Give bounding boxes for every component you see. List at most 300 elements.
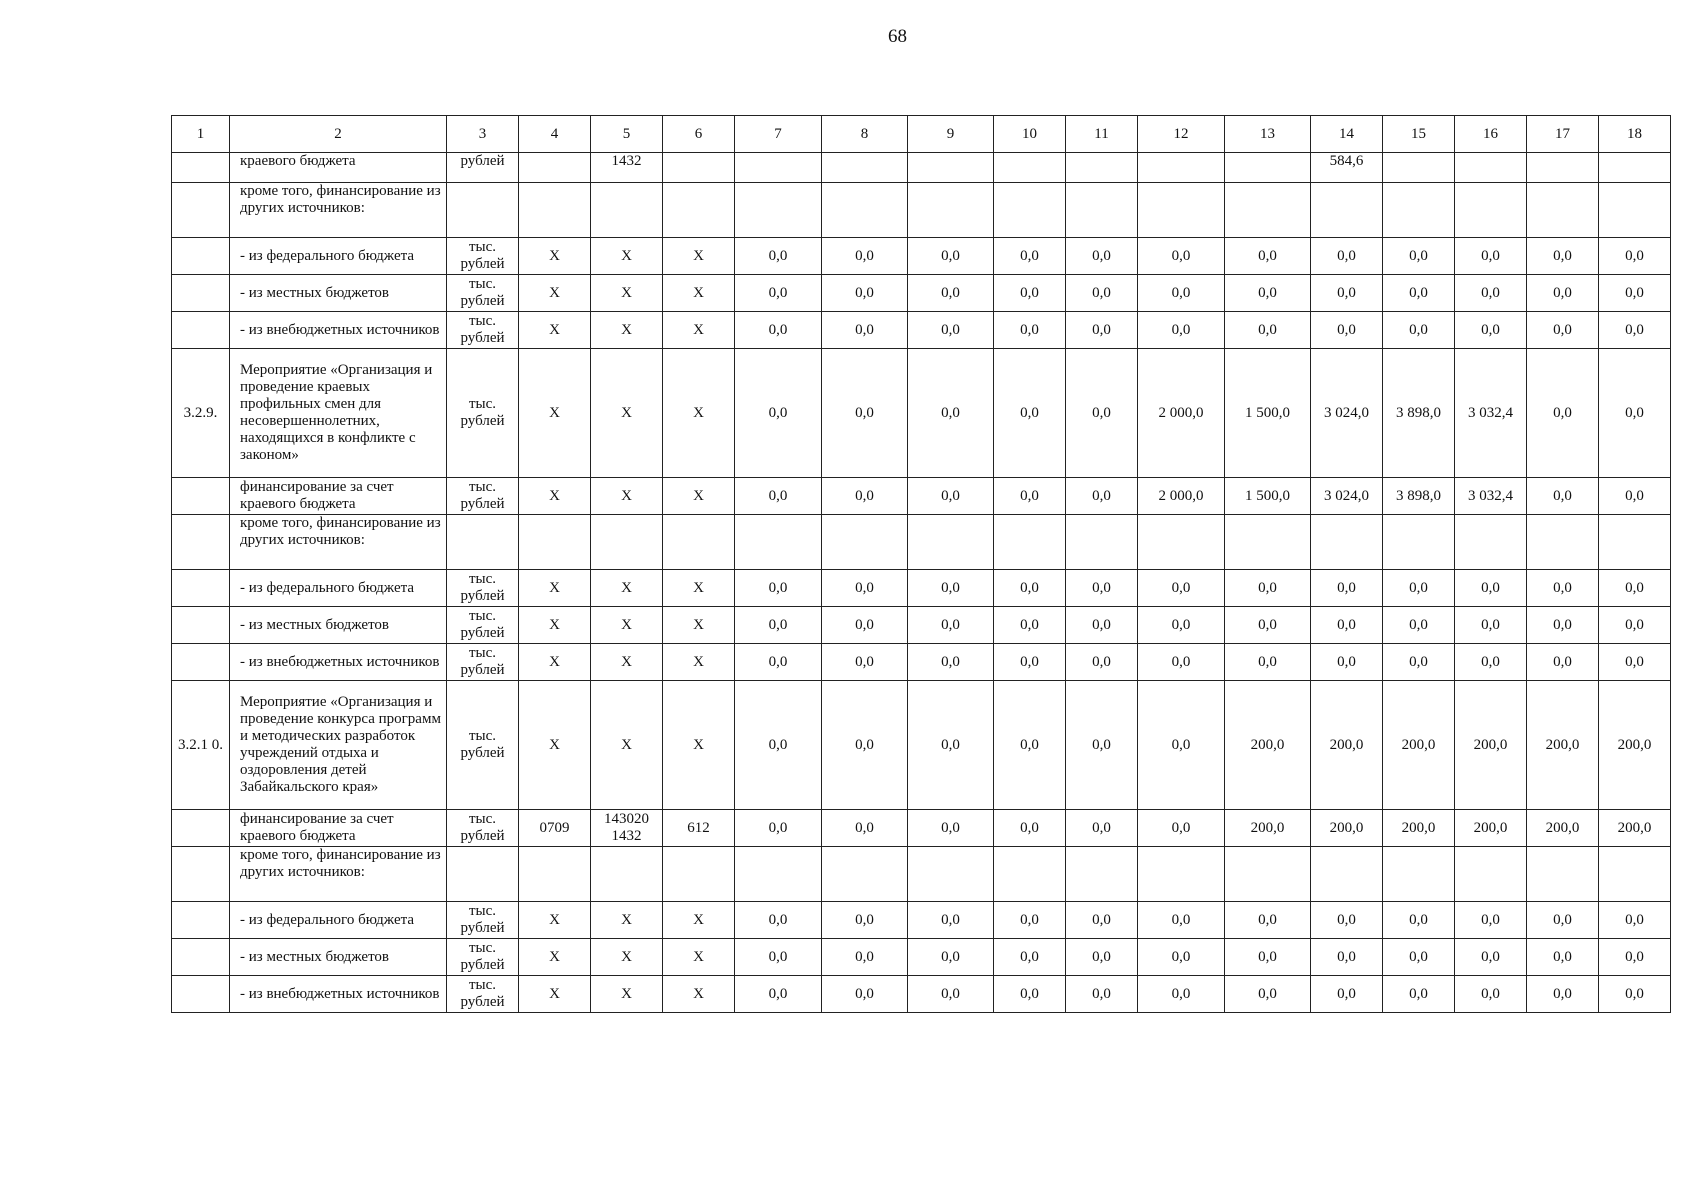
table-row — [172, 238, 1671, 275]
value-cell: 0,0 — [1138, 238, 1225, 275]
value-cell: 0,0 — [908, 275, 994, 312]
value-cell: X — [663, 570, 735, 607]
value-cell: 0,0 — [994, 902, 1066, 939]
unit-cell: тыс. рублей — [447, 976, 519, 1013]
value-cell: 0,0 — [1138, 939, 1225, 976]
value-cell — [1225, 153, 1311, 183]
value-cell: X — [591, 570, 663, 607]
value-cell: 0,0 — [1383, 570, 1455, 607]
value-cell: 0,0 — [1599, 976, 1671, 1013]
value-cell: 0,0 — [1066, 976, 1138, 1013]
value-cell: 0,0 — [1311, 312, 1383, 349]
value-cell: 0,0 — [822, 349, 908, 478]
value-cell: 0,0 — [1311, 607, 1383, 644]
value-cell: 0709 — [519, 810, 591, 847]
value-cell — [1383, 183, 1455, 238]
item-description-cell: кроме того, финансирование из других источников: — [230, 183, 447, 238]
value-cell — [1599, 183, 1671, 238]
table-row — [172, 183, 1671, 238]
value-cell: 0,0 — [1225, 275, 1311, 312]
value-cell — [1311, 515, 1383, 570]
item-number-cell — [172, 275, 230, 312]
value-cell: 0,0 — [1066, 312, 1138, 349]
value-cell: 0,0 — [1225, 976, 1311, 1013]
value-cell: X — [519, 607, 591, 644]
value-cell: X — [519, 570, 591, 607]
value-cell — [1455, 183, 1527, 238]
value-cell — [1066, 153, 1138, 183]
column-header: 1 — [172, 116, 230, 153]
table-row — [172, 275, 1671, 312]
value-cell: 0,0 — [735, 976, 822, 1013]
value-cell: 0,0 — [1455, 939, 1527, 976]
value-cell: X — [591, 349, 663, 478]
value-cell: X — [519, 349, 591, 478]
value-cell: X — [663, 902, 735, 939]
value-cell: 0,0 — [1599, 312, 1671, 349]
value-cell — [1138, 515, 1225, 570]
item-number-cell — [172, 939, 230, 976]
table-row — [172, 515, 1671, 570]
value-cell: 0,0 — [822, 238, 908, 275]
value-cell: 0,0 — [1527, 644, 1599, 681]
value-cell: 0,0 — [822, 607, 908, 644]
table-row — [172, 153, 1671, 183]
value-cell: 0,0 — [1455, 976, 1527, 1013]
value-cell — [1311, 847, 1383, 902]
value-cell: X — [663, 644, 735, 681]
value-cell — [519, 515, 591, 570]
value-cell: 0,0 — [908, 478, 994, 515]
page-number: 68 — [888, 26, 907, 47]
value-cell — [1599, 847, 1671, 902]
item-description-cell: кроме того, финансирование из других источников: — [230, 847, 447, 902]
value-cell: 0,0 — [1138, 902, 1225, 939]
item-description-cell: - из федерального бюджета — [230, 902, 447, 939]
value-cell — [591, 847, 663, 902]
value-cell — [519, 153, 591, 183]
value-cell: 0,0 — [908, 644, 994, 681]
value-cell: 0,0 — [822, 902, 908, 939]
value-cell: 0,0 — [994, 810, 1066, 847]
value-cell — [519, 183, 591, 238]
value-cell: 0,0 — [1527, 238, 1599, 275]
value-cell: X — [591, 275, 663, 312]
item-number-cell — [172, 570, 230, 607]
value-cell: X — [519, 478, 591, 515]
value-cell — [1527, 515, 1599, 570]
value-cell: 0,0 — [1225, 939, 1311, 976]
value-cell — [908, 847, 994, 902]
value-cell: X — [519, 238, 591, 275]
value-cell: X — [663, 312, 735, 349]
value-cell: 0,0 — [1066, 478, 1138, 515]
value-cell: 0,0 — [735, 275, 822, 312]
unit-cell: тыс. рублей — [447, 644, 519, 681]
unit-cell: тыс. рублей — [447, 810, 519, 847]
item-number-cell — [172, 153, 230, 183]
item-number-cell: 3.2.1 0. — [172, 681, 230, 810]
value-cell: 0,0 — [908, 570, 994, 607]
value-cell: 0,0 — [822, 275, 908, 312]
value-cell: 0,0 — [1455, 275, 1527, 312]
value-cell — [1527, 183, 1599, 238]
value-cell: 0,0 — [1066, 681, 1138, 810]
value-cell: 0,0 — [1383, 312, 1455, 349]
unit-cell: тыс. рублей — [447, 275, 519, 312]
value-cell: X — [591, 976, 663, 1013]
value-cell: 0,0 — [1138, 312, 1225, 349]
value-cell: 0,0 — [1455, 312, 1527, 349]
value-cell — [1066, 847, 1138, 902]
value-cell: 0,0 — [1066, 902, 1138, 939]
value-cell: 0,0 — [994, 238, 1066, 275]
value-cell: 0,0 — [994, 939, 1066, 976]
item-description-cell: - из федерального бюджета — [230, 570, 447, 607]
column-header: 16 — [1455, 116, 1527, 153]
value-cell: 200,0 — [1383, 681, 1455, 810]
table-row — [172, 644, 1671, 681]
table-row — [172, 681, 1671, 810]
value-cell: 0,0 — [1599, 349, 1671, 478]
value-cell: X — [591, 312, 663, 349]
item-description-cell: - из федерального бюджета — [230, 238, 447, 275]
value-cell — [1383, 847, 1455, 902]
value-cell — [591, 515, 663, 570]
value-cell: 0,0 — [1599, 238, 1671, 275]
item-number-cell — [172, 312, 230, 349]
value-cell — [908, 153, 994, 183]
value-cell: 0,0 — [735, 607, 822, 644]
value-cell: 0,0 — [994, 681, 1066, 810]
value-cell: 0,0 — [735, 238, 822, 275]
unit-cell: тыс. рублей — [447, 902, 519, 939]
value-cell: 0,0 — [735, 312, 822, 349]
value-cell: 200,0 — [1455, 681, 1527, 810]
value-cell: 0,0 — [822, 939, 908, 976]
unit-cell: тыс. рублей — [447, 312, 519, 349]
value-cell: 0,0 — [1599, 644, 1671, 681]
value-cell: 0,0 — [1066, 238, 1138, 275]
value-cell: 0,0 — [1599, 275, 1671, 312]
value-cell: 200,0 — [1311, 681, 1383, 810]
value-cell: 0,0 — [1455, 570, 1527, 607]
value-cell: X — [519, 275, 591, 312]
item-description-cell: - из местных бюджетов — [230, 939, 447, 976]
item-number-cell — [172, 644, 230, 681]
value-cell: 0,0 — [994, 976, 1066, 1013]
unit-cell: тыс. рублей — [447, 939, 519, 976]
item-number-cell — [172, 183, 230, 238]
value-cell: 0,0 — [1138, 681, 1225, 810]
value-cell: 0,0 — [1527, 275, 1599, 312]
value-cell: 0,0 — [1527, 902, 1599, 939]
table-row — [172, 902, 1671, 939]
value-cell — [1455, 847, 1527, 902]
value-cell — [735, 847, 822, 902]
value-cell: 0,0 — [1527, 478, 1599, 515]
value-cell: 0,0 — [822, 312, 908, 349]
value-cell: 0,0 — [735, 902, 822, 939]
value-cell: 0,0 — [735, 349, 822, 478]
value-cell: 0,0 — [1599, 607, 1671, 644]
value-cell — [1527, 847, 1599, 902]
value-cell: 200,0 — [1311, 810, 1383, 847]
value-cell: 3 898,0 — [1383, 478, 1455, 515]
unit-cell — [447, 183, 519, 238]
value-cell: 200,0 — [1527, 810, 1599, 847]
value-cell: 0,0 — [1311, 238, 1383, 275]
value-cell: X — [519, 939, 591, 976]
table-row — [172, 847, 1671, 902]
value-cell: 0,0 — [1383, 607, 1455, 644]
value-cell: X — [519, 681, 591, 810]
value-cell: X — [663, 275, 735, 312]
value-cell: 0,0 — [1383, 238, 1455, 275]
value-cell — [1311, 183, 1383, 238]
item-description-cell: краевого бюджета — [230, 153, 447, 183]
value-cell: 0,0 — [908, 238, 994, 275]
value-cell: X — [519, 312, 591, 349]
value-cell: 0,0 — [1225, 312, 1311, 349]
value-cell: X — [663, 607, 735, 644]
value-cell — [1066, 183, 1138, 238]
value-cell: 0,0 — [1225, 570, 1311, 607]
value-cell — [822, 183, 908, 238]
column-header: 5 — [591, 116, 663, 153]
value-cell — [1527, 153, 1599, 183]
value-cell: X — [519, 976, 591, 1013]
value-cell: 0,0 — [1383, 902, 1455, 939]
value-cell: 0,0 — [1527, 607, 1599, 644]
value-cell: 0,0 — [735, 939, 822, 976]
value-cell: 0,0 — [1383, 275, 1455, 312]
value-cell — [908, 183, 994, 238]
value-cell: 0,0 — [1311, 976, 1383, 1013]
value-cell: 0,0 — [1527, 570, 1599, 607]
table-row — [172, 976, 1671, 1013]
value-cell: 0,0 — [994, 478, 1066, 515]
value-cell: 0,0 — [1455, 644, 1527, 681]
column-header: 4 — [519, 116, 591, 153]
value-cell: 0,0 — [994, 275, 1066, 312]
value-cell: X — [591, 238, 663, 275]
header-row — [172, 116, 1671, 153]
value-cell: 200,0 — [1527, 681, 1599, 810]
value-cell — [1225, 515, 1311, 570]
value-cell: 0,0 — [1225, 902, 1311, 939]
value-cell: 200,0 — [1225, 810, 1311, 847]
value-cell — [822, 153, 908, 183]
value-cell: 200,0 — [1599, 681, 1671, 810]
item-description-cell: финансирование за счет краевого бюджета — [230, 810, 447, 847]
value-cell — [663, 515, 735, 570]
item-number-cell — [172, 478, 230, 515]
value-cell: 0,0 — [1455, 238, 1527, 275]
value-cell: 0,0 — [1138, 570, 1225, 607]
value-cell — [908, 515, 994, 570]
column-header: 7 — [735, 116, 822, 153]
item-description-cell: кроме того, финансирование из других источников: — [230, 515, 447, 570]
value-cell — [735, 153, 822, 183]
value-cell: X — [663, 681, 735, 810]
value-cell — [1138, 183, 1225, 238]
value-cell — [663, 153, 735, 183]
value-cell: 0,0 — [1383, 939, 1455, 976]
value-cell: 3 024,0 — [1311, 349, 1383, 478]
value-cell: X — [591, 478, 663, 515]
value-cell: X — [663, 478, 735, 515]
value-cell: 0,0 — [1527, 976, 1599, 1013]
table-row — [172, 607, 1671, 644]
unit-cell: тыс. рублей — [447, 478, 519, 515]
value-cell: 0,0 — [822, 681, 908, 810]
table-row — [172, 570, 1671, 607]
column-header: 18 — [1599, 116, 1671, 153]
table-row — [172, 810, 1671, 847]
value-cell: 0,0 — [822, 976, 908, 1013]
value-cell — [1455, 515, 1527, 570]
value-cell: 0,0 — [908, 681, 994, 810]
value-cell: 0,0 — [994, 570, 1066, 607]
value-cell — [519, 847, 591, 902]
value-cell: 612 — [663, 810, 735, 847]
value-cell — [994, 515, 1066, 570]
item-description-cell: финансирование за счет краевого бюджета — [230, 478, 447, 515]
value-cell: 0,0 — [1599, 939, 1671, 976]
value-cell: 0,0 — [908, 349, 994, 478]
item-number-cell: 3.2.9. — [172, 349, 230, 478]
value-cell: 0,0 — [908, 976, 994, 1013]
item-number-cell — [172, 607, 230, 644]
value-cell: 0,0 — [994, 607, 1066, 644]
value-cell: X — [591, 902, 663, 939]
value-cell — [1599, 515, 1671, 570]
value-cell: 0,0 — [822, 570, 908, 607]
value-cell: 0,0 — [1225, 607, 1311, 644]
value-cell: 0,0 — [1311, 902, 1383, 939]
column-header: 9 — [908, 116, 994, 153]
table-row — [172, 349, 1671, 478]
value-cell: X — [519, 644, 591, 681]
value-cell — [735, 183, 822, 238]
item-description-cell: - из местных бюджетов — [230, 607, 447, 644]
value-cell: 0,0 — [1455, 902, 1527, 939]
value-cell: X — [591, 644, 663, 681]
value-cell: X — [663, 939, 735, 976]
value-cell: 584,6 — [1311, 153, 1383, 183]
value-cell — [822, 515, 908, 570]
value-cell: 0,0 — [735, 810, 822, 847]
value-cell — [994, 847, 1066, 902]
value-cell: 0,0 — [822, 644, 908, 681]
value-cell: 0,0 — [1066, 810, 1138, 847]
value-cell: 0,0 — [1527, 312, 1599, 349]
value-cell — [1455, 153, 1527, 183]
value-cell: 0,0 — [908, 902, 994, 939]
value-cell: X — [663, 238, 735, 275]
value-cell: 1 500,0 — [1225, 349, 1311, 478]
unit-cell: рублей — [447, 153, 519, 183]
table-body — [172, 116, 1671, 1013]
value-cell: 0,0 — [1225, 644, 1311, 681]
item-number-cell — [172, 976, 230, 1013]
table-row — [172, 939, 1671, 976]
unit-cell: тыс. рублей — [447, 570, 519, 607]
value-cell: 0,0 — [1066, 939, 1138, 976]
value-cell — [1599, 153, 1671, 183]
value-cell — [1225, 183, 1311, 238]
value-cell: 0,0 — [735, 570, 822, 607]
value-cell — [822, 847, 908, 902]
column-header: 12 — [1138, 116, 1225, 153]
budget-table — [171, 115, 1671, 1013]
unit-cell: тыс. рублей — [447, 238, 519, 275]
value-cell: 0,0 — [1599, 902, 1671, 939]
value-cell: 0,0 — [735, 644, 822, 681]
item-description-cell: - из внебюджетных источников — [230, 312, 447, 349]
value-cell: 0,0 — [1138, 275, 1225, 312]
value-cell: X — [663, 976, 735, 1013]
value-cell: 0,0 — [1455, 607, 1527, 644]
value-cell: X — [519, 902, 591, 939]
value-cell: 0,0 — [1138, 810, 1225, 847]
unit-cell: тыс. рублей — [447, 607, 519, 644]
value-cell: 143020 1432 — [591, 810, 663, 847]
value-cell: 200,0 — [1455, 810, 1527, 847]
table-row — [172, 478, 1671, 515]
item-number-cell — [172, 810, 230, 847]
value-cell: 3 032,4 — [1455, 349, 1527, 478]
item-number-cell — [172, 902, 230, 939]
value-cell: 0,0 — [1138, 976, 1225, 1013]
value-cell: 0,0 — [1225, 238, 1311, 275]
item-description-cell: - из внебюджетных источников — [230, 976, 447, 1013]
value-cell — [1138, 153, 1225, 183]
value-cell: 0,0 — [994, 644, 1066, 681]
column-header: 10 — [994, 116, 1066, 153]
value-cell — [994, 183, 1066, 238]
unit-cell: тыс. рублей — [447, 349, 519, 478]
value-cell — [1383, 153, 1455, 183]
value-cell — [663, 847, 735, 902]
value-cell: 0,0 — [1599, 478, 1671, 515]
value-cell — [663, 183, 735, 238]
value-cell — [994, 153, 1066, 183]
value-cell — [1066, 515, 1138, 570]
value-cell: 0,0 — [1066, 349, 1138, 478]
value-cell — [591, 183, 663, 238]
value-cell: 0,0 — [1066, 275, 1138, 312]
value-cell: 0,0 — [1066, 607, 1138, 644]
value-cell: 3 032,4 — [1455, 478, 1527, 515]
column-header: 8 — [822, 116, 908, 153]
unit-cell — [447, 515, 519, 570]
value-cell: 0,0 — [908, 939, 994, 976]
value-cell: 0,0 — [1066, 570, 1138, 607]
value-cell: 0,0 — [1311, 275, 1383, 312]
value-cell: 0,0 — [1527, 939, 1599, 976]
value-cell: 0,0 — [994, 349, 1066, 478]
column-header: 14 — [1311, 116, 1383, 153]
value-cell: 200,0 — [1599, 810, 1671, 847]
value-cell: X — [591, 939, 663, 976]
value-cell: 0,0 — [1138, 644, 1225, 681]
value-cell: 0,0 — [908, 607, 994, 644]
value-cell: 0,0 — [1311, 644, 1383, 681]
value-cell: 3 024,0 — [1311, 478, 1383, 515]
column-header: 3 — [447, 116, 519, 153]
